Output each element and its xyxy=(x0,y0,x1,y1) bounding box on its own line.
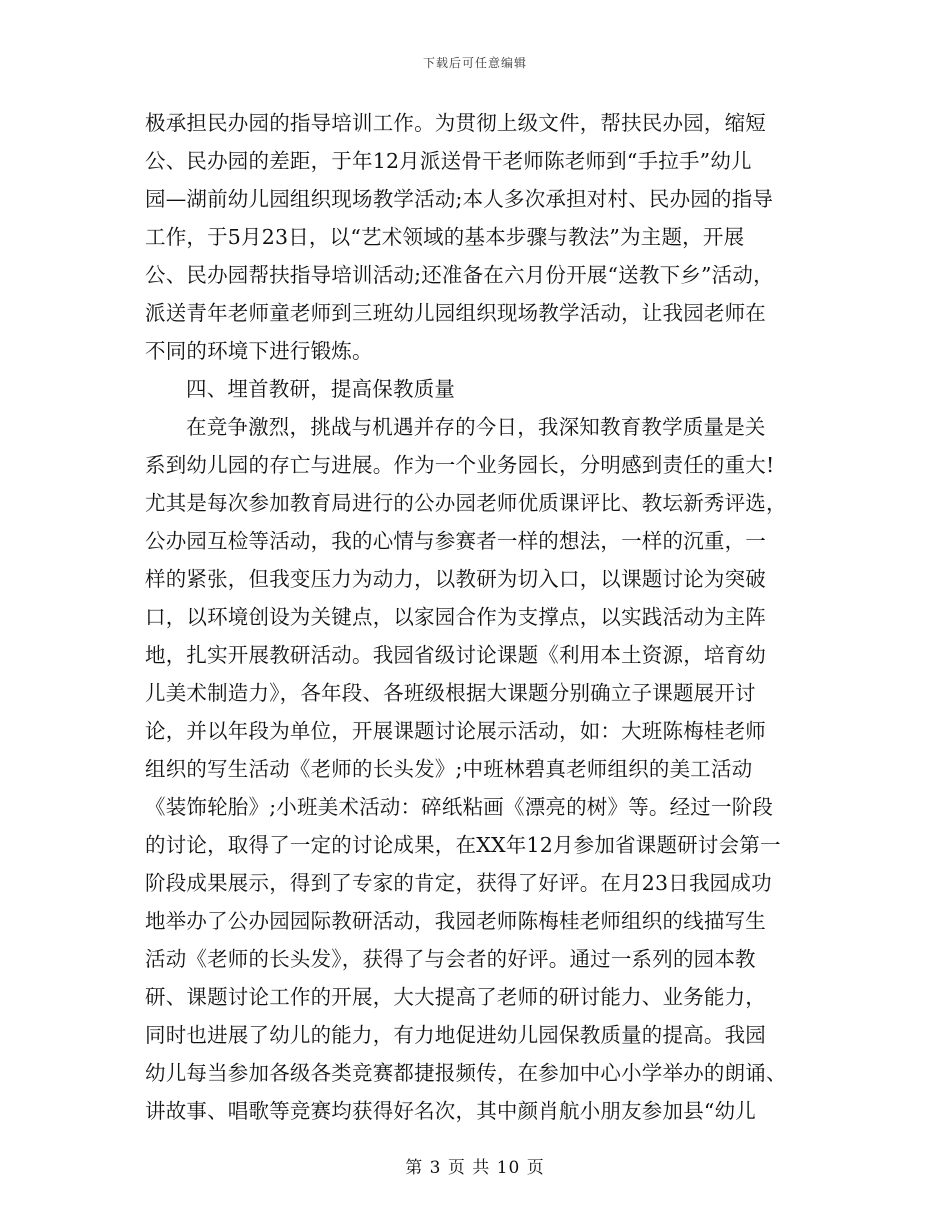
text-line: 公、民办园的差距，于年12月派送骨干老师陈老师到“手拉手”幼儿 xyxy=(145,149,752,173)
text-line: 《装饰轮胎》;小班美术活动：碎纸粘画《漂亮的树》等。经过一阶段 xyxy=(145,795,774,819)
document-body xyxy=(145,104,815,1130)
text-line: 公办园互检等活动，我的心情与参赛者一样的想法，一样的沉重，一 xyxy=(145,529,766,553)
text-line: 研、课题讨论工作的开展，大大提高了老师的研讨能力、业务能力， xyxy=(145,985,766,1009)
text-line: 园—湖前幼儿园组织现场教学活动;本人多次承担对村、民办园的指导 xyxy=(145,187,774,211)
text-line: 地，扎实开展教研活动。我园省级讨论课题《利用本土资源，培育幼 xyxy=(145,643,766,667)
page-header: 下载后可任意编辑 xyxy=(422,56,527,70)
text-line: 极承担民办园的指导培训工作。为贯彻上级文件，帮扶民办园，缩短 xyxy=(145,111,766,135)
text-line: 工作，于5月23日，以“艺术领域的基本步骤与教法”为主题，开展 xyxy=(145,225,745,249)
text-line: 组织的写生活动《老师的长头发》;中班林碧真老师组织的美工活动 xyxy=(145,757,753,781)
text-line: 尤其是每次参加教育局进行的公办园老师优质课评比、教坛新秀评选， xyxy=(145,491,787,515)
text-line: 派送青年老师童老师到三班幼儿园组织现场教学活动，让我园老师在 xyxy=(145,301,766,325)
text-line: 地举办了公办园园际教研活动，我园老师陈梅桂老师组织的线描写生 xyxy=(145,909,766,933)
text-line: 阶段成果展示，得到了专家的肯定，获得了好评。在月23日我园成功 xyxy=(145,871,772,895)
text-line: 论，并以年段为单位，开展课题讨论展示活动，如：大班陈梅桂老师 xyxy=(145,719,766,743)
text-line: 幼儿每当参加各级各类竞赛都捷报频传，在参加中心小学举办的朗诵、 xyxy=(145,1061,787,1085)
text-line: 同时也进展了幼儿的能力，有力地促进幼儿园保教质量的提高。我园 xyxy=(145,1023,766,1047)
text-line: 活动《老师的长头发》，获得了与会者的好评。通过一系列的园本教 xyxy=(145,947,756,971)
text-line: 口，以环境创设为关键点，以家园合作为支撑点，以实践活动为主阵 xyxy=(145,605,766,629)
section-heading: 四、埋首教研，提高保教质量 xyxy=(186,377,456,401)
text-line: 系到幼儿园的存亡与进展。作为一个业务园长，分明感到责任的重大! xyxy=(145,453,775,477)
text-line: 儿美术制造力》，各年段、各班级根据大课题分别确立子课题展开讨 xyxy=(145,681,756,705)
text-line: 样的紧张，但我变压力为动力，以教研为切入口，以课题讨论为突破 xyxy=(145,567,766,591)
page-footer: 第 3 页 共 10 页 xyxy=(405,1158,545,1178)
text-line: 讲故事、唱歌等竞赛均获得好名次，其中颜肖航小朋友参加县“幼儿 xyxy=(145,1099,756,1123)
text-line: 的讨论，取得了一定的讨论成果，在XX年12月参加省课题研讨会第一 xyxy=(145,833,781,857)
text-line: 不同的环境下进行锻炼。 xyxy=(145,339,373,363)
paragraph-first-line: 在竞争激烈，挑战与机遇并存的今日，我深知教育教学质量是关 xyxy=(186,415,766,439)
text-line: 公、民办园帮扶指导培训活动;还准备在六月份开展“送教下乡”活动， xyxy=(145,263,774,287)
